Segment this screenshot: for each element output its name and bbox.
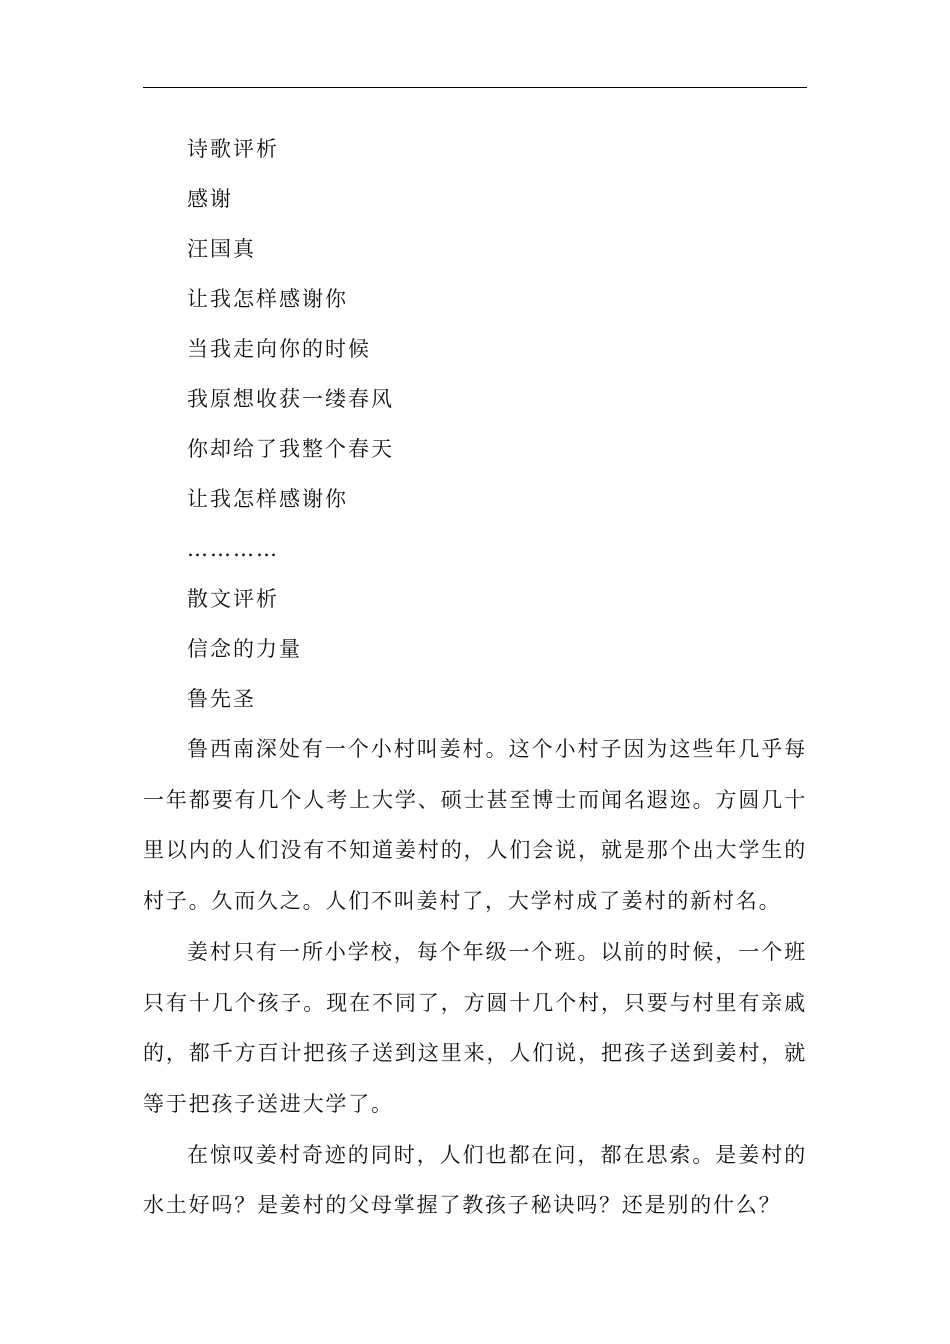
essay-paragraph: 鲁西南深处有一个小村叫姜村。这个小村子因为这些年几乎每一年都要有几个人考上大学、硕士甚至博士而闻名遐迩。方圆几十里以内的人们没有不知道姜村的，人们会说，就是那个出大学生的村子。久而久之。人们不叫姜村了，大学村成了姜村的新村名。 [143, 737, 807, 914]
poem-line: 你却给了我整个春天 [187, 437, 394, 461]
poem-author: 汪国真 [187, 237, 256, 261]
poem-line: 当我走向你的时候 [187, 337, 371, 361]
essay-paragraph: 在惊叹姜村奇迹的同时，人们也都在问，都在思索。是姜村的水土好吗？是姜村的父母掌握了教孩子秘诀吗？还是别的什么？ [143, 1142, 807, 1218]
essay-paragraph: 姜村只有一所小学校，每个年级一个班。以前的时候，一个班只有十几个孩子。现在不同了，方圆十几个村，只要与村里有亲戚的，都千方百计把孩子送到这里来，人们说，把孩子送到姜村，就等于把孩子送进大学了。 [143, 939, 807, 1116]
document-body [143, 124, 807, 1231]
header-rule [143, 87, 807, 88]
prose-section-title: 散文评析 [187, 587, 279, 611]
poem-line: 我原想收获一缕春风 [187, 387, 394, 411]
poem-title: 感谢 [187, 187, 233, 211]
essay-author: 鲁先圣 [187, 687, 256, 711]
poetry-section-title: 诗歌评析 [187, 137, 279, 161]
poem-line: 让我怎样感谢你 [187, 287, 348, 311]
poem-ellipsis: ………… [187, 537, 279, 561]
essay-title: 信念的力量 [187, 637, 302, 661]
poem-line: 让我怎样感谢你 [187, 487, 348, 511]
